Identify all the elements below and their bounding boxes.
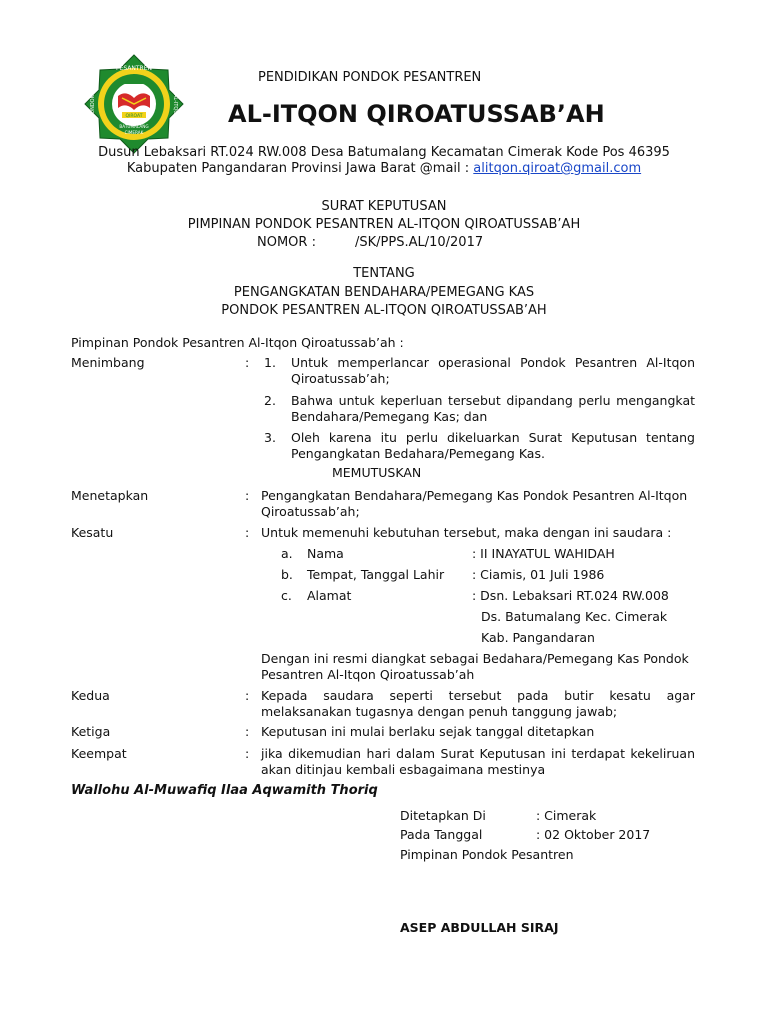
- field-birth-value: : Ciamis, 01 Juli 1986: [472, 567, 605, 582]
- kedua-colon: :: [245, 688, 250, 703]
- menimbang-num-3: 3.: [264, 430, 276, 445]
- nomor-value: /SK/PPS.AL/10/2017: [355, 235, 484, 250]
- field-name-value: : II INAYATUL WAHIDAH: [472, 546, 615, 561]
- address-line-2: [0, 161, 768, 177]
- kedua-label: Kedua: [71, 688, 110, 703]
- tentang-heading: TENTANG: [353, 266, 415, 281]
- field-birth-label: Tempat, Tanggal Lahir: [307, 567, 445, 582]
- kesatu-colon: :: [245, 525, 250, 540]
- date-value: : 02 Oktober 2017: [536, 827, 651, 842]
- address-line-2-prefix: Kabupaten Pangandaran Provinsi Jawa Barat @mail :: [126, 161, 474, 176]
- field-address-value: : Dsn. Lebaksari RT.024 RW.008: [472, 588, 669, 603]
- field-letter-a: a.: [281, 546, 293, 561]
- institution-logo: [84, 54, 184, 154]
- email-link[interactable]: alitqon.qiroat@gmail.com: [473, 161, 642, 176]
- menetapkan-label: Menetapkan: [71, 488, 149, 503]
- svg-text:AL-ITQON: AL-ITQON: [172, 93, 178, 119]
- menimbang-item-2: Bahwa untuk keperluan tersebut dipandang perlu mengangkat Bendahara/Pemegang Kas; dan: [291, 393, 695, 424]
- menetapkan-colon: :: [245, 488, 250, 503]
- menimbang-label: Menimbang: [71, 355, 145, 370]
- svg-text:PESANTREN: PESANTREN: [115, 65, 153, 72]
- field-letter-b: b.: [281, 567, 293, 582]
- menimbang-colon: :: [245, 355, 250, 370]
- org-type: PENDIDIKAN PONDOK PESANTREN: [258, 70, 482, 85]
- intro-text: Pimpinan Pondok Pesantren Al-Itqon Qiroatussab’ah :: [71, 335, 404, 350]
- menimbang-item-1: Untuk memperlancar operasional Pondok Pesantren Al-Itqon Qiroatussab’ah;: [291, 355, 695, 386]
- keempat-colon: :: [245, 746, 250, 761]
- signer-position: Pimpinan Pondok Pesantren: [400, 847, 574, 862]
- kesatu-label: Kesatu: [71, 525, 114, 540]
- subject-line-1: PENGANGKATAN BENDAHARA/PEMEGANG KAS: [233, 285, 535, 300]
- field-address-label: Alamat: [307, 588, 352, 603]
- keempat-text: jika dikemudian hari dalam Surat Keputusan ini terdapat kekeliruan akan ditinjau kembali esbagaimana mestinya: [261, 746, 695, 777]
- nomor-label: NOMOR :: [257, 235, 316, 250]
- svg-text:PONDOK: PONDOK: [90, 95, 96, 117]
- place-label: Ditetapkan Di: [400, 808, 486, 823]
- subject-line-2: PONDOK PESANTREN AL-ITQON QIROATUSSAB’AH: [221, 303, 547, 318]
- place-value: : Cimerak: [536, 808, 597, 823]
- field-address-cont-2: Kab. Pangandaran: [481, 630, 595, 645]
- kesatu-closing: Dengan ini resmi diangkat sebagai Bedahara/Pemegang Kas Pondok Pesantren Al-Itqon Qiroatussab’ah: [261, 651, 689, 682]
- svg-text:BATUMALANG: BATUMALANG: [119, 124, 149, 129]
- ketiga-label: Ketiga: [71, 724, 111, 739]
- keempat-label: Keempat: [71, 746, 127, 761]
- field-address-cont-1: Ds. Batumalang Kec. Cimerak: [481, 609, 668, 624]
- date-label: Pada Tanggal: [400, 827, 483, 842]
- ketiga-text: Keputusan ini mulai berlaku sejak tanggal ditetapkan: [261, 724, 595, 739]
- org-name: AL-ITQON QIROATUSSAB’AH: [228, 100, 605, 128]
- field-letter-c: c.: [281, 588, 292, 603]
- menetapkan-text: Pengangkatan Bendahara/Pemegang Kas Pondok Pesantren Al-Itqon Qiroatussab’ah;: [261, 488, 688, 519]
- menimbang-item-3: Oleh karena itu perlu dikeluarkan Surat Keputusan tentang Pengangkatan Bedahara/Pemegang Kas.: [291, 430, 695, 461]
- svg-text:QIROAT: QIROAT: [125, 114, 143, 119]
- letter-title: SURAT KEPUTUSAN: [321, 199, 447, 214]
- signer-name: ASEP ABDULLAH SIRAJ: [400, 920, 559, 935]
- ketiga-colon: :: [245, 724, 250, 739]
- kedua-text: Kepada saudara seperti tersebut pada butir kesatu agar melaksanakan tugasnya dengan penuh tanggung jawab;: [261, 688, 695, 719]
- svg-text:CIMERAK: CIMERAK: [124, 130, 144, 135]
- kesatu-text: Untuk memenuhi kebutuhan tersebut, maka dengan ini saudara :: [261, 525, 672, 540]
- letter-issuer: PIMPINAN PONDOK PESANTREN AL-ITQON QIROATUSSAB’AH: [187, 217, 581, 232]
- menimbang-num-1: 1.: [264, 355, 276, 370]
- memutuskan-heading: MEMUTUSKAN: [332, 465, 422, 480]
- menimbang-num-2: 2.: [264, 393, 276, 408]
- field-name-label: Nama: [307, 546, 344, 561]
- closing-phrase: Wallohu Al-Muwafiq Ilaa Aqwamith Thoriq: [71, 783, 378, 798]
- address-line-1: Dusun Lebaksari RT.024 RW.008 Desa Batumalang Kecamatan Cimerak Kode Pos 46395: [98, 145, 670, 160]
